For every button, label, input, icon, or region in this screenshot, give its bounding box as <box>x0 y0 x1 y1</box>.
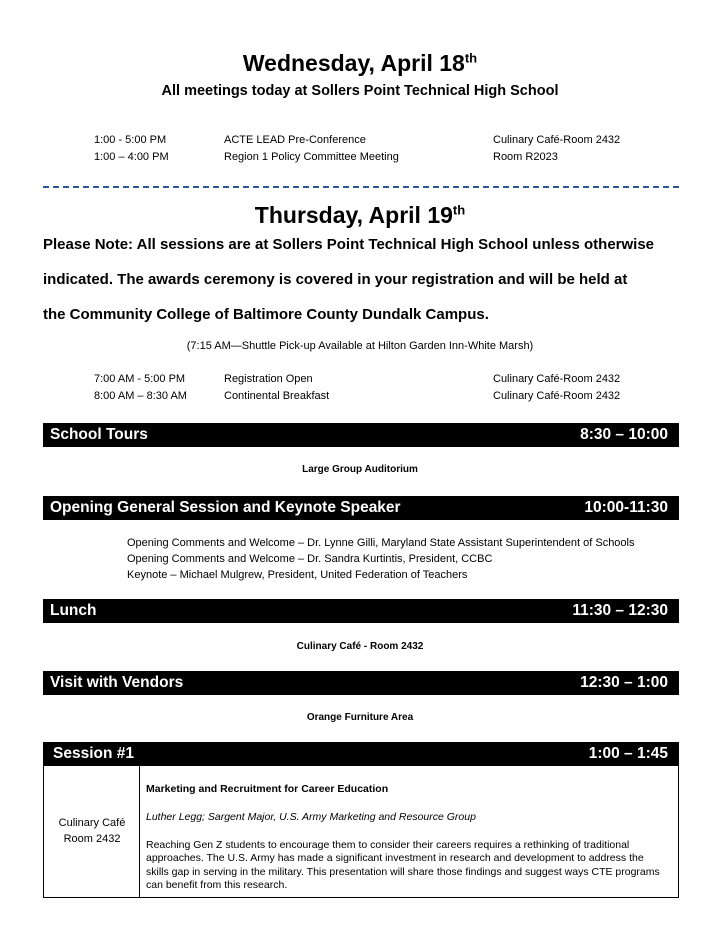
opening-line: Opening Comments and Welcome – Dr. Sandra Kurtintis, President, CCBC <box>127 553 493 565</box>
schedule-time: 8:00 AM – 8:30 AM <box>94 390 187 402</box>
block-title: Opening General Session and Keynote Speaker <box>50 499 401 516</box>
wednesday-title: Wednesday, April 18th <box>242 50 478 76</box>
school-tours-location: Large Group Auditorium <box>302 464 418 475</box>
block-title: Lunch <box>50 602 97 619</box>
session1-location-cell <box>44 766 140 897</box>
block-time: 10:00-11:30 <box>584 499 668 516</box>
opening-line: Keynote – Michael Mulgrew, President, United Federation of Teachers <box>127 569 468 581</box>
schedule-location: Culinary Café-Room 2432 <box>493 390 621 402</box>
schedule-event: Region 1 Policy Committee Meeting <box>224 151 399 163</box>
thursday-title: Thursday, April 19th <box>254 202 466 228</box>
schedule-location: Culinary Café-Room 2432 <box>493 134 621 146</box>
opening-session-header <box>43 496 679 520</box>
session1-location-line: Culinary Café <box>58 817 126 829</box>
session1-header <box>43 742 679 766</box>
schedule-time: 1:00 - 5:00 PM <box>94 134 167 146</box>
schedule-location: Culinary Café-Room 2432 <box>493 373 621 385</box>
block-time: 11:30 – 12:30 <box>572 602 668 619</box>
lunch-header <box>43 599 679 623</box>
thursday-note-line: Please Note: All sessions are at Sollers Point Technical High School unless otherwise <box>43 236 655 253</box>
session1-location-line: Room 2432 <box>63 833 121 845</box>
thursday-note-line: indicated. The awards ceremony is covered in your registration and will be held at <box>43 271 628 288</box>
thursday-schedule-row <box>0 373 720 390</box>
session1-speaker: Luther Legg; Sargent Major, U.S. Army Marketing and Resource Group <box>146 811 476 823</box>
school-tours-header <box>43 423 679 447</box>
wednesday-schedule-row <box>0 151 720 168</box>
wednesday-subtitle: All meetings today at Sollers Point Technical High School <box>161 83 559 99</box>
thursday-note-line: the Community College of Baltimore County Dundalk Campus. <box>43 306 489 323</box>
session1-talk-title: Marketing and Recruitment for Career Education <box>146 783 389 795</box>
block-time: 1:00 – 1:45 <box>588 745 668 762</box>
session1-table <box>43 766 679 898</box>
schedule-time: 1:00 – 4:00 PM <box>94 151 169 163</box>
wednesday-title-suffix: th <box>464 50 478 66</box>
block-title: School Tours <box>50 426 148 443</box>
lunch-location: Culinary Café - Room 2432 <box>296 641 424 652</box>
block-time: 8:30 – 10:00 <box>580 426 668 443</box>
wednesday-schedule-row <box>0 134 720 151</box>
block-time: 12:30 – 1:00 <box>580 674 668 691</box>
vendors-header <box>43 671 679 695</box>
schedule-event: Registration Open <box>224 373 313 385</box>
section-divider <box>43 186 679 188</box>
opening-line: Opening Comments and Welcome – Dr. Lynne Gilli, Maryland State Assistant Superintendent of Schools <box>127 537 635 549</box>
schedule-location: Room R2023 <box>493 151 558 163</box>
thursday-title-suffix: th <box>452 202 466 218</box>
block-title: Visit with Vendors <box>50 674 184 691</box>
schedule-event: Continental Breakfast <box>224 390 330 402</box>
session1-description: Reaching Gen Z students to encourage them to consider their careers requires a rethinking of traditional approaches. The U.S. Army has made a significant investment in research and development to address the skills gap in serving in the military. This presentation will share those findings and suggest ways CTE programs can benefit from this research. <box>146 839 660 891</box>
vendors-location: Orange Furniture Area <box>306 712 414 723</box>
block-title: Session #1 <box>53 745 134 762</box>
schedule-time: 7:00 AM - 5:00 PM <box>94 373 186 385</box>
schedule-event: ACTE LEAD Pre-Conference <box>224 134 366 146</box>
shuttle-note: (7:15 AM—Shuttle Pick-up Available at Hilton Garden Inn-White Marsh) <box>186 340 534 352</box>
thursday-schedule-row <box>0 390 720 407</box>
